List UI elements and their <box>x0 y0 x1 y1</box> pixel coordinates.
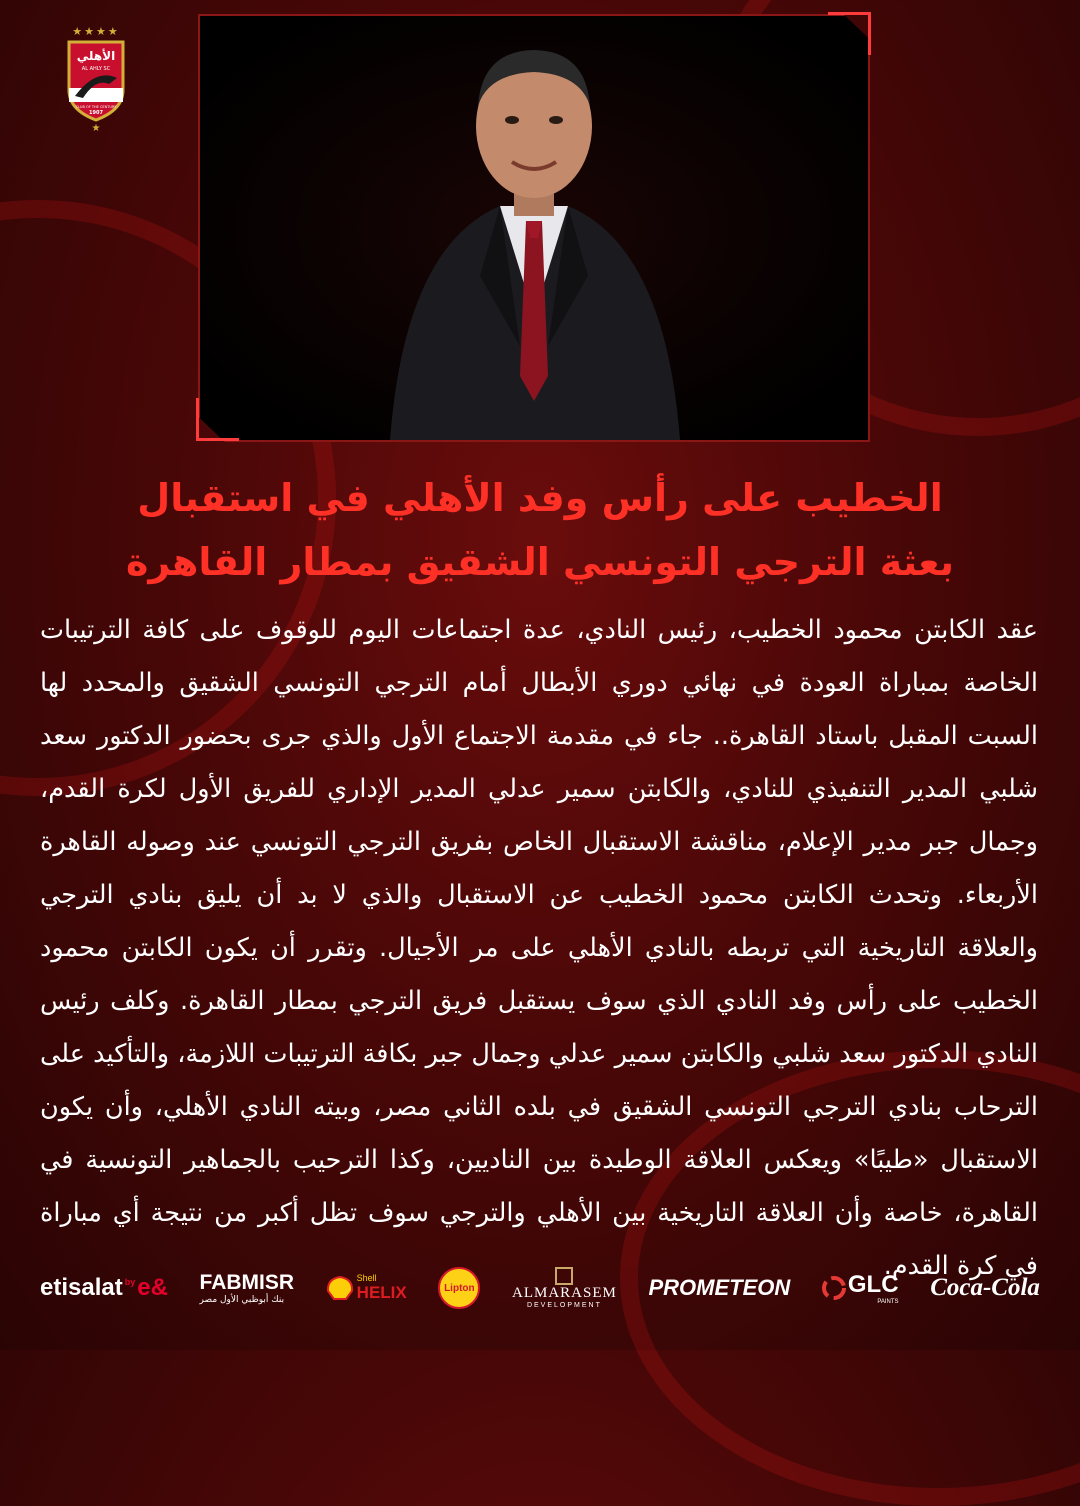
headline-line-2: بعثة الترجي التونسي الشقيق بمطار القاهرة <box>125 540 955 584</box>
coca-cola-wordmark: Coca-Cola <box>930 1274 1040 1301</box>
crest-year: 1907 <box>89 110 103 116</box>
fabmisr-subtitle: بنك أبوظبي الأول مصر <box>199 1295 285 1305</box>
helix-wordmark: HELIX <box>356 1283 407 1302</box>
al-ahly-logo-icon <box>65 38 127 122</box>
glc-wordmark: GLC <box>847 1271 899 1298</box>
glc-logo-icon <box>822 1276 846 1300</box>
sponsor-coca-cola <box>930 1274 1040 1302</box>
sponsors-bar <box>40 1262 1040 1314</box>
crest-arabic-name: الأهلي <box>76 49 116 63</box>
portrait-photo <box>200 16 868 440</box>
lipton-logo <box>438 1267 480 1309</box>
sponsor-almarasem <box>512 1267 617 1309</box>
sponsor-prometeon <box>648 1275 790 1301</box>
etisalat-wordmark: etisalat <box>40 1274 123 1301</box>
headline-line-1: الخطيب على رأس وفد الأهلي في استقبال <box>137 476 943 520</box>
shell-logo-icon <box>326 1275 354 1301</box>
sponsor-etisalat <box>40 1274 168 1302</box>
glc-subtitle: PAINTS <box>877 1299 899 1305</box>
sponsor-glc <box>822 1271 899 1305</box>
portrait-frame <box>198 14 870 442</box>
prometeon-wordmark: PROMETEON <box>648 1275 791 1300</box>
frame-corner-bottom-left <box>196 398 239 441</box>
sponsor-lipton <box>438 1267 480 1309</box>
article-body: عقد الكابتن محمود الخطيب، رئيس النادي، عدة اجتماعات اليوم للوقوف على كافة الترتيبات الخاصة بمباراة العودة في نهائي دوري الأبطال أمام الترجي التونسي الشقيق والمحدد لها السبت المقبل باستاد القاهرة.. جاء في مقدمة الاجتماع الأول والذي جرى بحضور الدكتور سعد شلبي المدير التنفيذي للنادي، والكابتن سمير عدلي المدير الإداري للفريق الأول لكرة القدم، وجمال جبر مدير الإعلام، مناقشة الاستقبال الخاص بفريق الترجي التونسي عند وصوله القاهرة الأربعاء. وتحدث الكابتن محمود الخطيب عن الاستقبال والذي لا بد أن يليق بنادي الترجي والعلاقة التاريخية التي تربطه بالنادي الأهلي على مر الأجيال. وتقرر أن يكون الكابتن محمود الخطيب على رأس وفد النادي الذي سوف يستقبل فريق الترجي بمطار القاهرة. وكلف رئيس النادي الدكتور سعد شلبي والكابتن سمير عدلي وجمال جبر بكافة الترتيبات اللازمة، والتأكيد على الترحاب بنادي الترجي التونسي الشقيق في بلده الثاني مصر، وبيته النادي الأهلي، وأن يكون الاستقبال «طيبًا» ويعكس العلاقة الوطيدة بين الناديين، وكذا الترحيب بالجماهير التونسية في القاهرة، خاصة وأن العلاقة التاريخية بين الأهلي والترجي سوف تظل أكبر من نتيجة أي مباراة في كرة القدم. <box>40 615 1038 1281</box>
almarasem-subtitle: DEVELOPMENT <box>526 1302 602 1309</box>
etisalat-e-and-logo: e& <box>137 1274 168 1301</box>
almarasem-emblem-icon <box>555 1267 573 1285</box>
club-crest <box>60 26 132 138</box>
sponsor-shell-helix <box>326 1273 407 1303</box>
crest-latin-name: AL AHLY SC <box>81 66 111 72</box>
etisalat-by: by <box>124 1277 136 1287</box>
almarasem-wordmark: ALMARASEM <box>511 1285 617 1301</box>
frame-corner-top-right <box>828 12 871 55</box>
crest-motto: CLUB OF THE CENTURY <box>75 105 117 109</box>
lipton-wordmark: Lipton <box>444 1282 475 1294</box>
crest-stars: ★★★★ <box>72 25 120 38</box>
fabmisr-wordmark: FABMISR <box>199 1271 295 1294</box>
sponsor-fabmisr <box>200 1271 295 1305</box>
crest-star-icon: ★ <box>91 123 101 134</box>
shell-wordmark: Shell <box>356 1273 377 1283</box>
